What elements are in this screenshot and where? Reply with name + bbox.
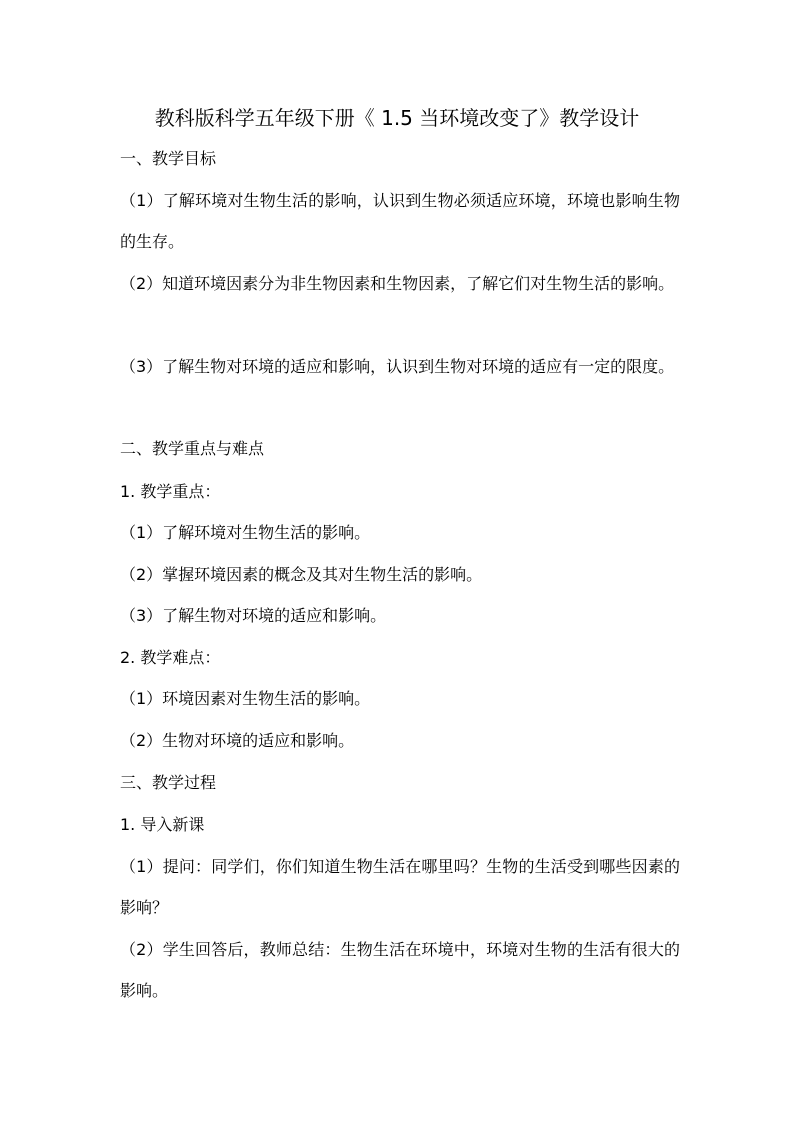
document-title: 教科版科学五年级下册《 1.5 当环境改变了》教学设计: [154, 106, 640, 130]
key-point-item-1: （1）了解环境对生物生活的影响。: [120, 523, 371, 542]
process-step1-heading: 1. 导入新课: [120, 815, 205, 834]
section-heading-key-points: 二、教学重点与难点: [120, 439, 265, 458]
key-point-item-2: （2）掌握环境因素的概念及其对生物生活的影响。: [120, 565, 483, 584]
objective-item-2: （2）知道环境因素分为非生物因素和生物因素，了解它们对生物生活的影响。: [120, 274, 675, 293]
objective-item-1: （1）了解环境对生物生活的影响，认识到生物必须适应环境，环境也影响生物的生存。: [120, 191, 680, 251]
difficulty-item-1: （1）环境因素对生物生活的影响。: [120, 689, 371, 708]
section-heading-objectives: 一、教学目标: [120, 149, 217, 168]
key-points-subheading: 1. 教学重点：: [120, 482, 221, 501]
process-step1-item-2: （2）学生回答后，教师总结：生物生活在环境中，环境对生物的生活有很大的影响。: [120, 940, 680, 1000]
difficulty-item-2: （2）生物对环境的适应和影响。: [120, 731, 355, 750]
key-point-item-3: （3）了解生物对环境的适应和影响。: [120, 606, 387, 625]
section-heading-process: 三、教学过程: [120, 773, 217, 792]
process-step1-item-1: （1）提问：同学们，你们知道生物生活在哪里吗？生物的生活受到哪些因素的影响？: [120, 857, 680, 917]
difficulties-subheading: 2. 教学难点：: [120, 648, 221, 667]
objective-item-3: （3）了解生物对环境的适应和影响，认识到生物对环境的适应有一定的限度。: [120, 357, 675, 376]
